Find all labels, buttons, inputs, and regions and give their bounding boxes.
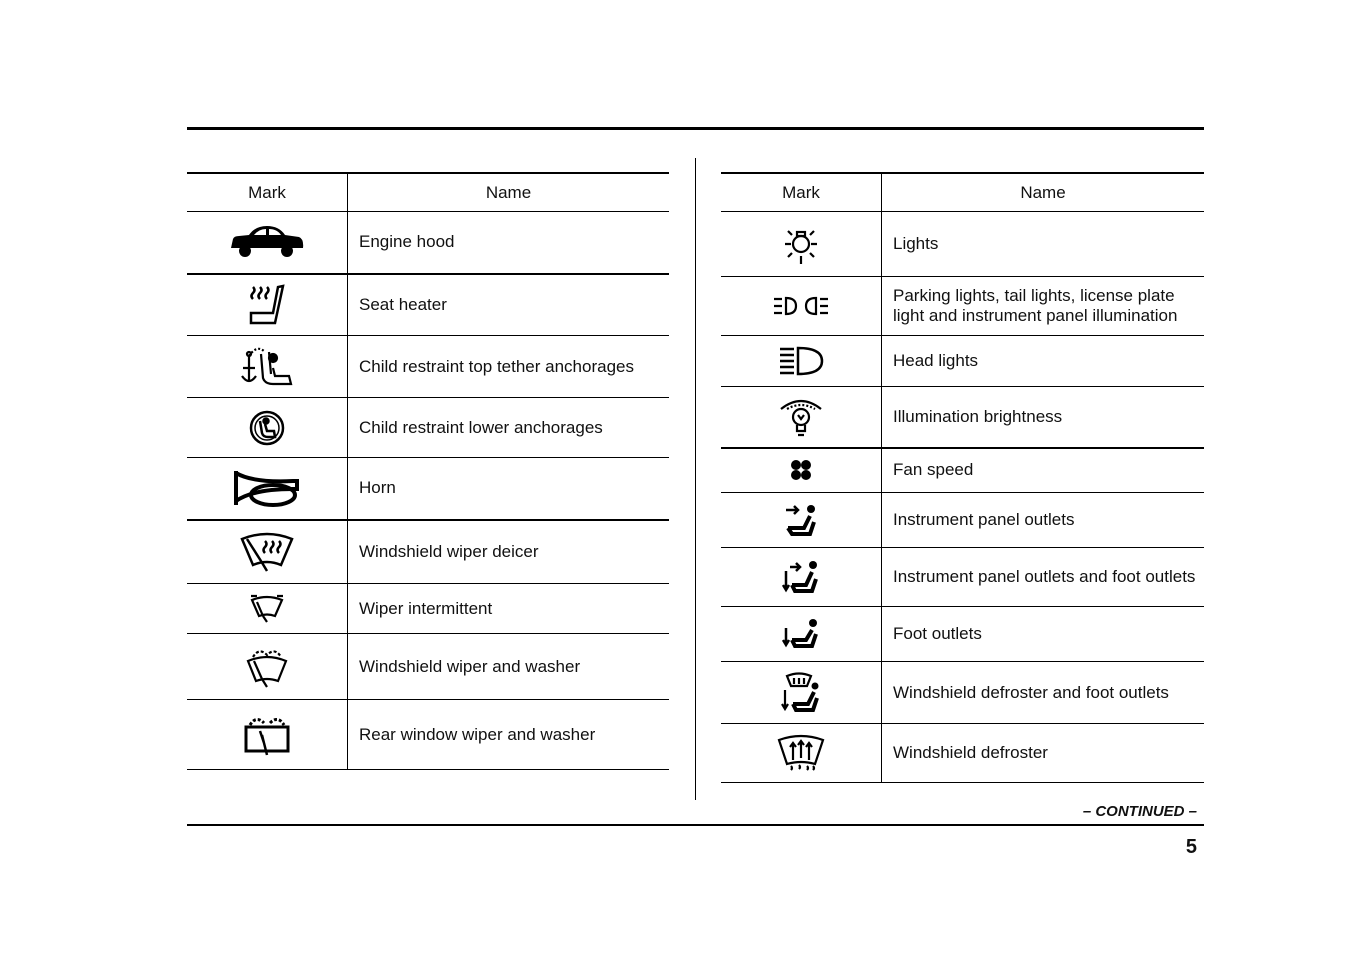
table-row: [721, 212, 1204, 277]
list-item-label: Fan speed: [882, 448, 1205, 493]
table-row: [721, 448, 1204, 493]
name-header: Name: [882, 173, 1205, 212]
lights-icon: [779, 222, 823, 266]
defroster-foot-icon: [781, 672, 821, 714]
continued-label: – CONTINUED –: [1082, 803, 1197, 820]
panel-foot-outlets-icon: [782, 559, 820, 595]
head-lights-icon: [778, 345, 824, 377]
list-item-label: Instrument panel outlets and foot outlets: [882, 548, 1205, 607]
column-divider: [695, 158, 696, 800]
list-item-label: Engine hood: [348, 212, 670, 274]
table-row: [187, 520, 669, 584]
bottom-rule: [187, 824, 1204, 826]
list-item-label: Windshield wiper deicer: [348, 520, 670, 584]
top-rule: [187, 127, 1204, 130]
list-item-label: Windshield defroster and foot outlets: [882, 662, 1205, 724]
table-header: [721, 173, 1204, 212]
wiper-deicer-icon: [239, 531, 295, 573]
list-item-label: Child restraint top tether anchorages: [348, 336, 670, 398]
table-row: [187, 336, 669, 398]
list-item-label: Wiper intermittent: [348, 584, 670, 634]
child-seat-tether-icon: [239, 346, 295, 388]
table-row: [721, 662, 1204, 724]
list-item-label: Instrument panel outlets: [882, 493, 1205, 548]
wiper-washer-icon: [245, 645, 289, 689]
table-row: [187, 700, 669, 770]
table-row: [721, 387, 1204, 448]
page-number: 5: [1185, 836, 1197, 858]
list-item-label: Foot outlets: [882, 607, 1205, 662]
seat-heater-icon: [245, 283, 289, 327]
panel-outlets-icon: [784, 504, 818, 536]
table-row: [187, 458, 669, 520]
table-row: [721, 277, 1204, 336]
list-item-label: Rear window wiper and washer: [348, 700, 670, 770]
table-row: [187, 398, 669, 458]
table-row: [187, 274, 669, 336]
parking-lights-icon: [772, 295, 830, 317]
fan-icon: [789, 458, 813, 482]
table-row: [187, 212, 669, 274]
left-symbol-table: [187, 172, 669, 770]
car-hood-icon: [229, 224, 305, 260]
list-item-label: Windshield defroster: [882, 724, 1205, 783]
mark-header: Mark: [721, 173, 882, 212]
name-header: Name: [348, 173, 670, 212]
child-seat-lower-anchor-icon: [248, 409, 286, 447]
list-item-label: Horn: [348, 458, 670, 520]
list-item-label: Head lights: [882, 336, 1205, 387]
table-row: [187, 634, 669, 700]
table-row: [721, 724, 1204, 783]
table-row: [721, 493, 1204, 548]
list-item-label: Illumination brightness: [882, 387, 1205, 448]
list-item-label: Parking lights, tail lights, license plate light and instrument panel illumination: [882, 277, 1205, 336]
mark-header: Mark: [187, 173, 348, 212]
list-item-label: Windshield wiper and washer: [348, 634, 670, 700]
table-row: [187, 584, 669, 634]
list-item-label: Seat heater: [348, 274, 670, 336]
table-row: [721, 548, 1204, 607]
list-item-label: Child restraint lower anchorages: [348, 398, 670, 458]
table-header: [187, 173, 669, 212]
table-row: [721, 607, 1204, 662]
list-item-label: Lights: [882, 212, 1205, 277]
wiper-intermittent-icon: [249, 594, 285, 624]
illumination-brightness-icon: [779, 397, 823, 437]
rear-wiper-washer-icon: [242, 713, 292, 757]
horn-icon: [233, 467, 301, 509]
defroster-icon: [777, 734, 825, 772]
foot-outlets-icon: [782, 618, 820, 650]
right-symbol-table: [721, 172, 1204, 783]
table-row: [721, 336, 1204, 387]
